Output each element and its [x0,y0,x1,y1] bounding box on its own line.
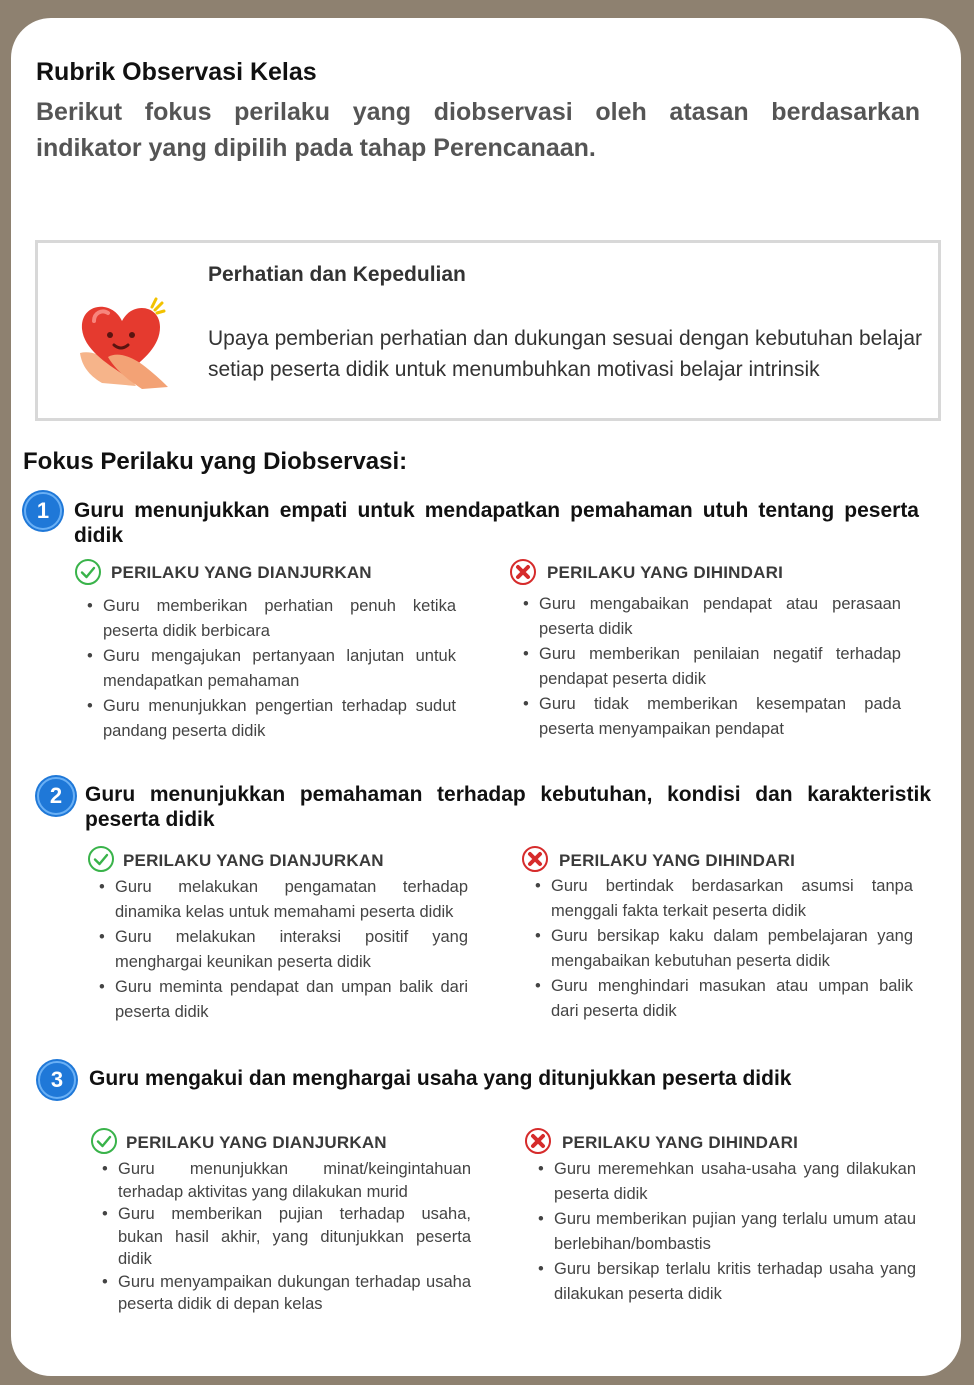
do-list [91,1158,471,1316]
item-title: Guru menunjukkan pemahaman terhadap kebutuhan, kondisi dan karakteristik peserta didik [85,783,931,831]
check-circle-icon [87,845,115,873]
x-circle-icon [524,1127,552,1155]
x-circle-icon [509,558,537,586]
do-list-item: • Guru menunjukkan pengertian terhadap sudut pandang peserta didik [103,694,456,744]
rubric-card [11,18,961,1376]
avoid-list-item: • Guru memberikan penilaian negatif terhadap pendapat peserta didik [539,642,901,692]
heart-in-hand-icon [72,291,172,391]
avoid-list [512,592,901,742]
do-heading: PERILAKU YANG DIANJURKAN [126,1133,387,1152]
item-number-badge: 3 [38,1061,76,1099]
avoid-list-item: • Guru bersikap kaku dalam pembelajaran yang mengabaikan kebutuhan peserta didik [551,924,913,974]
do-list-item: • Guru mengajukan pertanyaan lanjutan untuk mendapatkan pemahaman [103,644,456,694]
avoid-heading: PERILAKU YANG DIHINDARI [547,563,784,582]
do-list-item: • Guru menyampaikan dukungan terhadap usaha peserta didik di depan kelas [118,1271,471,1316]
do-heading: PERILAKU YANG DIANJURKAN [123,851,384,870]
do-heading: PERILAKU YANG DIANJURKAN [111,563,372,582]
do-list-item: • Guru meminta pendapat dan umpan balik dari peserta didik [115,975,468,1025]
do-list-item: • Guru memberikan pujian terhadap usaha, bukan hasil akhir, yang ditunjukkan peserta didik [118,1203,471,1271]
item-number-badge: 1 [24,492,62,530]
avoid-list-item: • Guru menghindari masukan atau umpan balik dari peserta didik [551,974,913,1024]
x-circle-icon [521,845,549,873]
avoid-list-item: • Guru meremehkan usaha-usaha yang dilakukan peserta didik [554,1157,916,1207]
do-list-item: • Guru menunjukkan minat/keingintahuan terhadap aktivitas yang dilakukan murid [118,1158,471,1203]
focus-title: Fokus Perilaku yang Diobservasi: [23,448,408,475]
avoid-list [527,1157,916,1307]
do-list [76,594,456,744]
indicator-title: Perhatian dan Kepedulian [208,263,466,286]
check-circle-icon [90,1127,118,1155]
page-subtitle: Berikut fokus perilaku yang diobservasi oleh atasan berdasarkan indikator yang dipilih pada tahap Perencanaan. [36,98,920,162]
do-list [88,875,468,1025]
item-number-badge: 2 [37,777,75,815]
check-circle-icon [74,558,102,586]
item-title: Guru mengakui dan menghargai usaha yang ditunjukkan peserta didik [89,1067,792,1090]
indicator-description: Upaya pemberian perhatian dan dukungan sesuai dengan kebutuhan belajar setiap peserta didik untuk menumbuhkan motivasi belajar intrinsik [208,327,922,381]
avoid-list-item: • Guru bertindak berdasarkan asumsi tanpa menggali fakta terkait peserta didik [551,874,913,924]
avoid-list-item: • Guru bersikap terlalu kritis terhadap usaha yang dilakukan peserta didik [554,1257,916,1307]
indicator-box [35,240,941,421]
avoid-list-item: • Guru tidak memberikan kesempatan pada peserta menyampaikan pendapat [539,692,901,742]
do-list-item: • Guru memberikan perhatian penuh ketika peserta didik berbicara [103,594,456,644]
page-title: Rubrik Observasi Kelas [36,58,317,86]
do-list-item: • Guru melakukan interaksi positif yang menghargai keunikan peserta didik [115,925,468,975]
avoid-list [524,874,913,1024]
avoid-heading: PERILAKU YANG DIHINDARI [559,851,796,870]
do-list-item: • Guru melakukan pengamatan terhadap dinamika kelas untuk memahami peserta didik [115,875,468,925]
avoid-list-item: • Guru memberikan pujian yang terlalu umum atau berlebihan/bombastis [554,1207,916,1257]
avoid-heading: PERILAKU YANG DIHINDARI [562,1133,799,1152]
avoid-list-item: • Guru mengabaikan pendapat atau perasaan peserta didik [539,592,901,642]
item-title: Guru menunjukkan empati untuk mendapatkan pemahaman utuh tentang peserta didik [74,499,919,547]
